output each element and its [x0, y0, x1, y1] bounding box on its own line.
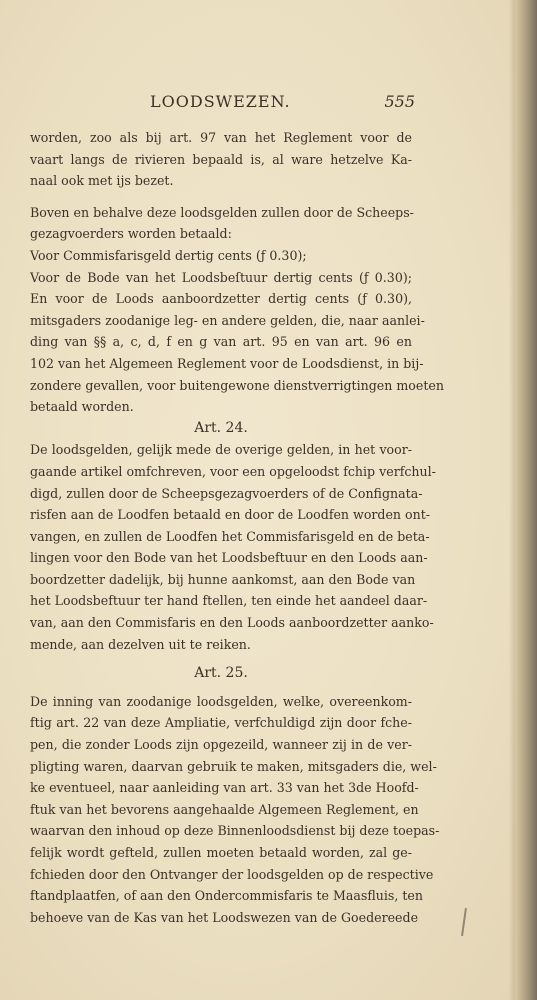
page-number: 555: [384, 92, 415, 111]
text-line: digd, zullen door de Scheepsgezagvoerders of de Confignata-: [30, 485, 423, 501]
text-line: Boven en behalve deze loodsgelden zullen door de Scheeps-: [30, 204, 414, 220]
paragraph: [30, 439, 436, 655]
text-line: behoeve van de Kas van het Loodswezen van de Goedereede: [30, 909, 419, 925]
pencil-mark: [461, 908, 467, 936]
text-line: De inning van zoodanige loodsgelden, welke, overeenkom-: [30, 693, 412, 709]
text-line: pligting waren, daarvan gebruik te maken, mitsgaders die, wel-: [30, 758, 437, 774]
article-heading: Art. 25.: [194, 665, 248, 682]
text-line: zondere gevallen, voor buitengewone dienstverrigtingen moeten: [30, 377, 444, 393]
text-line: boordzetter dadelijk, bij hunne aankomst, aan den Bode van: [30, 571, 416, 587]
page-header: [30, 92, 415, 118]
text-line: waarvan den inhoud op deze Binnenloodsdienst bij deze toepas-: [30, 823, 440, 839]
text-line: risfen aan de Loodfen betaald en door de Loodfen worden ont-: [30, 507, 431, 523]
text-line: 102 van het Algemeen Reglement voor de Loodsdienst, in bij-: [30, 355, 424, 371]
text-line: fchieden door den Ontvanger der loodsgelden op de respective: [30, 866, 434, 882]
article-heading: Art. 24.: [194, 419, 248, 436]
paragraph: [30, 127, 412, 192]
paragraph: [30, 245, 412, 267]
paragraph: [30, 691, 440, 929]
paragraph: [30, 202, 412, 245]
text-line: ding van §§ a, c, d, f en g van art. 95 en van art. 96 en: [30, 334, 412, 350]
text-line: Voor Commisfarisgeld dertig cents (ƒ 0.30);: [30, 247, 307, 263]
running-head: LOODSWEZEN.: [150, 92, 291, 111]
text-line: mende, aan dezelven uit te reiken.: [30, 636, 251, 652]
text-line: betaald worden.: [30, 399, 134, 415]
text-line: mitsgaders zoodanige leg- en andere gelden, die, naar aanlei-: [30, 312, 425, 328]
text-line: gezagvoerders worden betaald:: [30, 226, 232, 242]
paragraph: [30, 267, 412, 289]
text-line: De loodsgelden, gelijk mede de overige gelden, in het voor-: [30, 442, 412, 458]
text-line: vaart langs de rivieren bepaald is, al ware hetzelve Ka-: [30, 151, 412, 167]
text-line: Voor de Bode van het Loodsbeſtuur dertig cents (ƒ 0.30);: [30, 269, 412, 285]
text-line: van, aan den Commisfaris en den Loods aanboordzetter aanko-: [30, 615, 434, 631]
text-line: het Loodsbeftuur ter hand ftellen, ten einde het aandeel daar-: [30, 593, 428, 609]
text-line: ftandplaatfen, of aan den Ondercommisfaris te Maasfluis, ten: [30, 888, 423, 904]
text-line: vangen, en zullen de Loodfen het Commisfarisgeld en de beta-: [30, 528, 430, 544]
text-line: felijk wordt gefteld, zullen moeten betaald worden, zal ge-: [30, 845, 412, 860]
text-line: ftuk van het bevorens aangehaalde Algemeen Reglement, en: [30, 801, 419, 817]
text-line: naal ook met ijs bezet.: [30, 173, 174, 189]
text-line: pen, die zonder Loods zijn opgezeild, wanneer zij in de ver-: [30, 737, 412, 753]
text-line: En voor de Loods aanboordzetter dertig cents (ƒ 0.30),: [30, 291, 412, 307]
paragraph: [30, 288, 444, 418]
text-line: ke eventueel, naar aanleiding van art. 33 van het 3de Hoofd-: [30, 780, 419, 796]
text-line: ftig art. 22 van deze Ampliatie, verfchuldigd zijn door fche-: [30, 715, 412, 731]
text-line: lingen voor den Bode van het Loodsbeftuur en den Loods aan-: [30, 550, 428, 566]
text-line: worden, zoo als bij art. 97 van het Reglement voor de: [30, 130, 412, 145]
text-line: gaande artikel omfchreven, voor een opgeloodst fchip verfchul-: [30, 463, 436, 479]
page-edge: [515, 0, 537, 1000]
body-text: [30, 127, 444, 928]
